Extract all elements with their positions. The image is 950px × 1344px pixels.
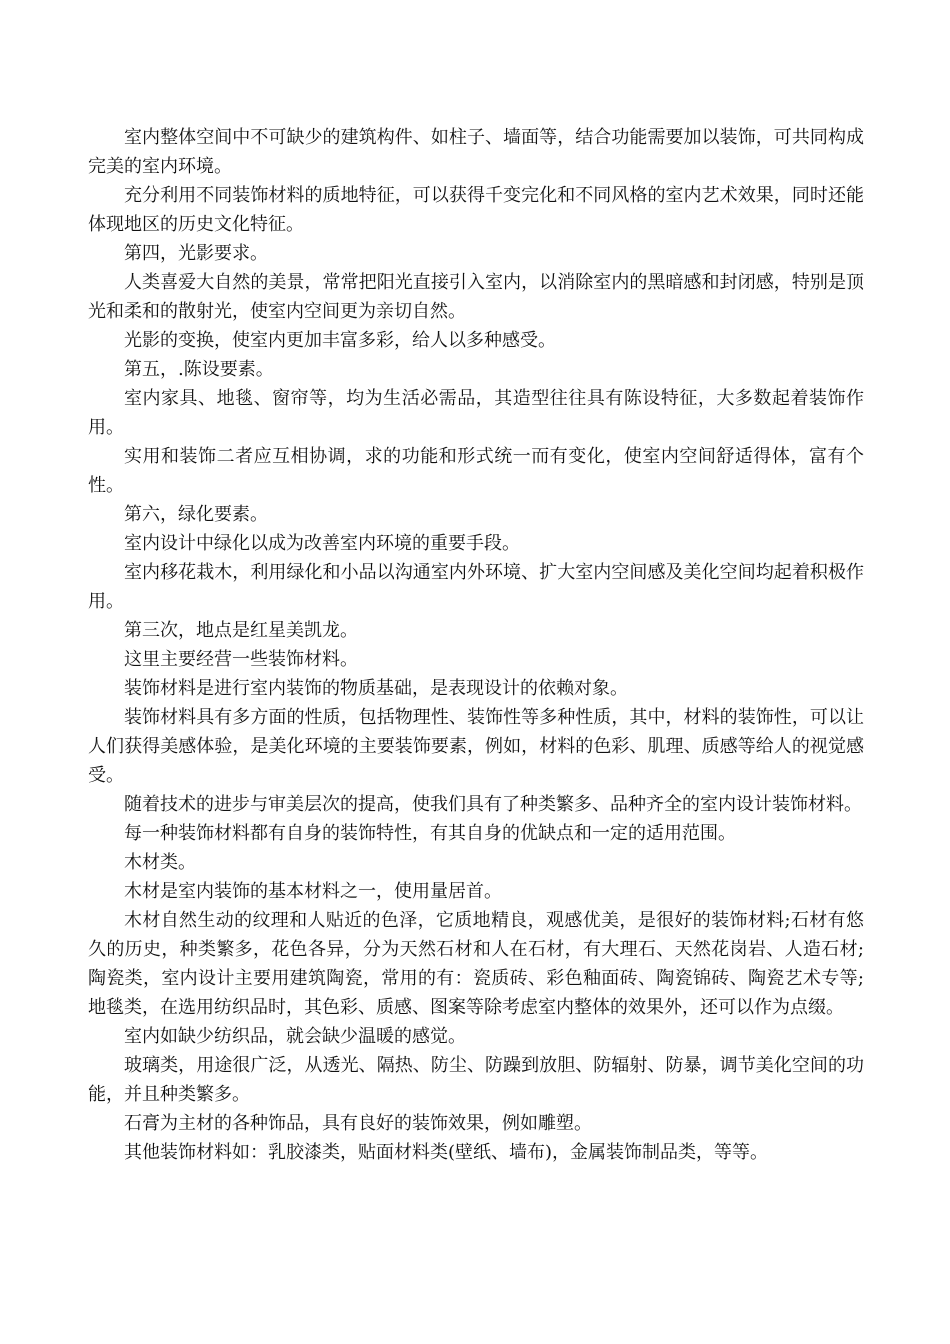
paragraph: 石膏为主材的各种饰品，具有良好的装饰效果，例如雕塑。 xyxy=(124,1113,592,1134)
paragraph: 室内移花栽木，利用绿化和小品以沟通室内外环境、扩大室内空间感及美化空间均起着积极作用。 xyxy=(88,562,864,612)
paragraph: 实用和装饰二者应互相协调，求的功能和形式统一而有变化，使室内空间舒适得体，富有个性。 xyxy=(88,446,864,496)
paragraph: 随着技术的进步与审美层次的提高，使我们具有了种类繁多、品种齐全的室内设计装饰材料。 xyxy=(124,794,862,815)
section-heading: 第三次，地点是红星美凯龙。 xyxy=(124,620,358,641)
paragraph: 玻璃类，用途很广泛，从透光、隔热、防尘、防躁到放胆、防辐射、防暴，调节美化空间的功能，并且种类繁多。 xyxy=(88,1055,864,1105)
section-heading: 第五，.陈设要素。 xyxy=(124,359,274,380)
paragraph: 室内整体空间中不可缺少的建筑构件、如柱子、墙面等，结合功能需要加以装饰，可共同构成完美的室内环境。 xyxy=(88,127,864,177)
paragraph: 木材是室内装饰的基本材料之一，使用量居首。 xyxy=(124,881,502,902)
paragraph: 每一种装饰材料都有自身的装饰特性，有其自身的优缺点和一定的适用范围。 xyxy=(124,823,736,844)
paragraph: 木材自然生动的纹理和人贴近的色泽，它质地精良，观感优美，是很好的装饰材料;石材有悠久的历史，种类繁多，花色各异，分为天然石材和人在石材，有大理石、天然花岗岩、人造石材;陶瓷类，室内设计主要用建筑陶瓷，常用的有：瓷质砖、彩色釉面砖、陶瓷锦砖、陶瓷艺术专等;地毯类，在选用纺织品时，其色彩、质感、图案等除考虑室内整体的效果外，还可以作为点缀。 xyxy=(88,910,864,1018)
paragraph: 人类喜爱大自然的美景，常常把阳光直接引入室内，以消除室内的黑暗感和封闭感，特别是顶光和柔和的散射光，使室内空间更为亲切自然。 xyxy=(88,272,864,322)
paragraph: 充分利用不同装饰材料的质地特征，可以获得千变完化和不同风格的室内艺术效果，同时还能体现地区的历史文化特征。 xyxy=(88,185,864,235)
section-heading: 第四，光影要求。 xyxy=(124,243,268,264)
paragraph: 装饰材料具有多方面的性质，包括物理性、装饰性等多种性质，其中，材料的装饰性，可以让人们获得美感体验，是美化环境的主要装饰要素，例如，材料的色彩、肌理、质感等给人的视觉感受。 xyxy=(88,707,864,786)
paragraph: 其他装饰材料如：乳胶漆类，贴面材料类(壁纸、墙布)，金属装饰制品类，等等。 xyxy=(124,1142,769,1163)
document-body xyxy=(88,123,864,1167)
section-heading: 第六，绿化要素。 xyxy=(124,504,268,525)
paragraph: 这里主要经营一些装饰材料。 xyxy=(124,649,358,670)
section-heading: 木材类。 xyxy=(124,852,196,873)
paragraph: 室内如缺少纺织品，就会缺少温暖的感觉。 xyxy=(124,1026,466,1047)
paragraph: 装饰材料是进行室内装饰的物质基础，是表现设计的依赖对象。 xyxy=(124,678,628,699)
paragraph: 室内家具、地毯、窗帘等，均为生活必需品，其造型往往具有陈设特征，大多数起着装饰作用。 xyxy=(88,388,864,438)
paragraph: 室内设计中绿化以成为改善室内环境的重要手段。 xyxy=(124,533,520,554)
paragraph: 光影的变换，使室内更加丰富多彩，给人以多种感受。 xyxy=(124,330,556,351)
